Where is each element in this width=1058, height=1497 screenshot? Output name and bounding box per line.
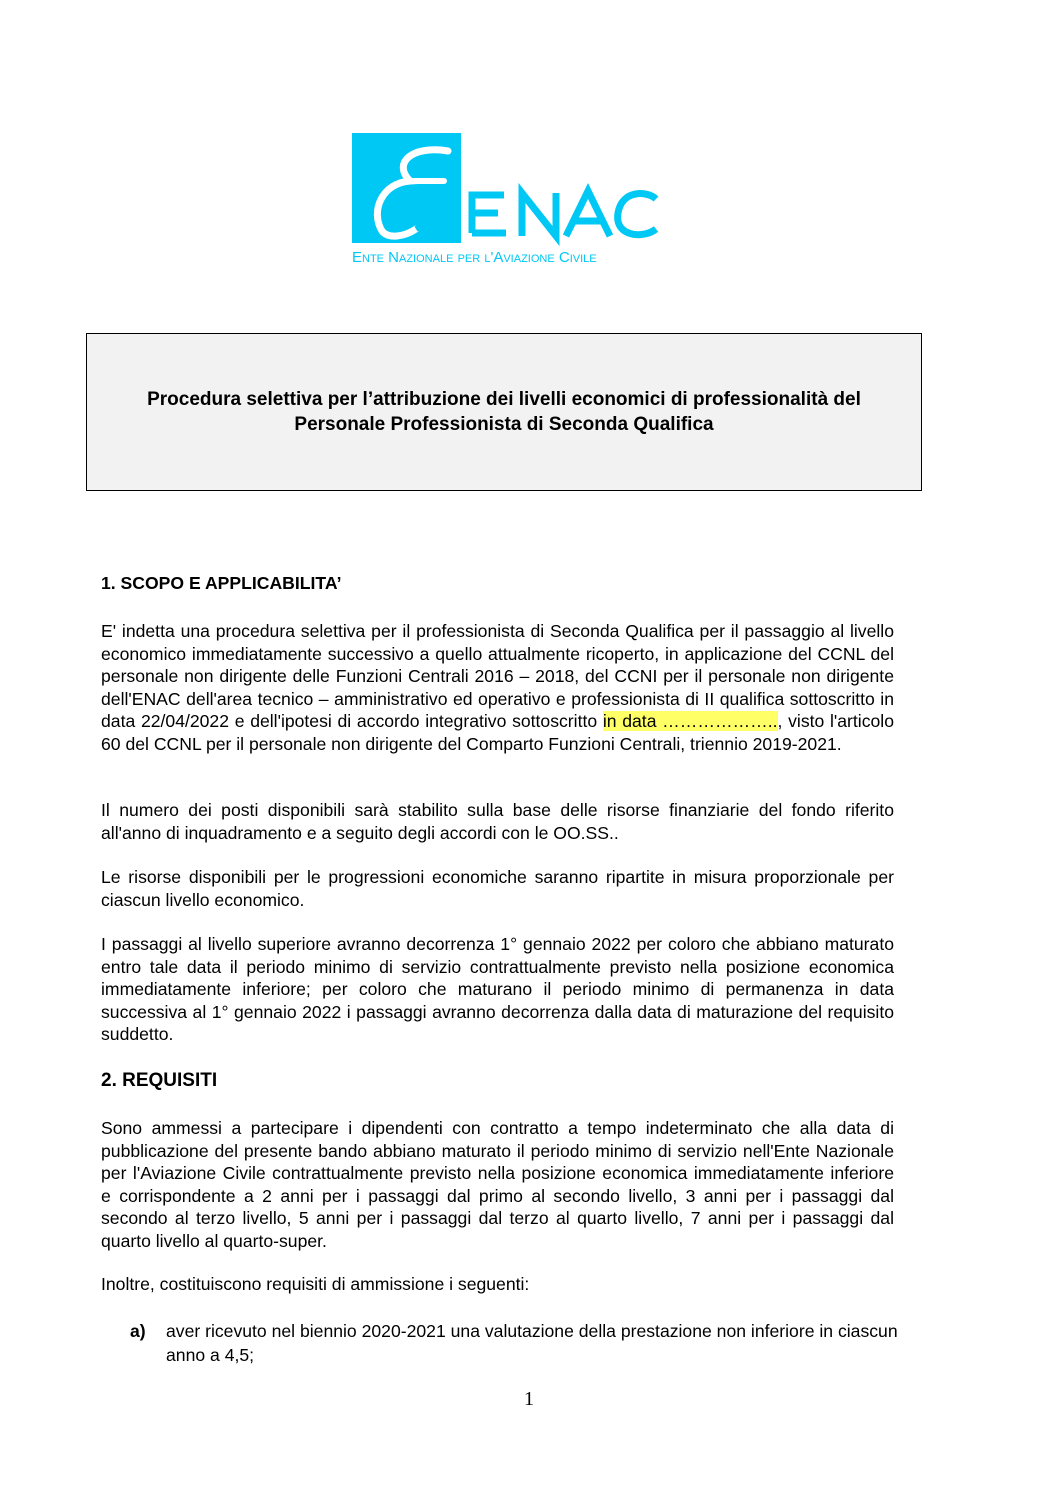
highlighted-date-placeholder: in data ……………….. — [602, 711, 778, 731]
section-1-paragraph-3: Le risorse disponibili per le progressioni economiche saranno ripartite in misura proporzionale per ciascun livello economico. — [101, 867, 894, 910]
requirement-item-text: aver ricevuto nel biennio 2020-2021 una valutazione della prestazione non inferiore in ciascun anno a 4,5; — [166, 1321, 898, 1365]
section-2-paragraph-1: Sono ammessi a partecipare i dipendenti con contratto a tempo indeterminato che alla data di pubblicazione del presente bando abbiano maturato il periodo minimo di servizio nell'Ente Nazionale per l'Aviazione Civile contrattualmente previsto nella posizione economica immediatamente inferiore e corrispondente a 2 anni per i passaggi dal primo al secondo livello, 3 anni per i passaggi dal secondo al terzo livello, 5 anni per i passaggi dal terzo al quarto livello, 7 anni per i passaggi dal quarto livello al quarto-super. — [101, 1118, 894, 1251]
section-1-paragraph-2: Il numero dei posti disponibili sarà stabilito sulla base delle risorse finanziarie del fondo riferito all'anno di inquadramento e a seguito degli accordi con le OO.SS.. — [101, 800, 894, 843]
p1-before: E' indetta una procedura selettiva per il professionista di Seconda Qualifica per il passaggio al livello economico immediatamente successivo a quello attualmente ricoperto, in applicazione del CCNL del personale non dirigente delle Funzioni Centrali 2016 – 2018, del CCNI per il personale non dirigente dell'ENAC dell'area tecnico – amministrativo ed operativo e professionista di II qualifica sottoscritto in data 22/04/2022 e dell'ipotesi di accordo integrativo sottoscritto — [101, 621, 894, 731]
section-2-heading: 2. REQUISITI — [101, 1070, 218, 1091]
section-1-heading: 1. SCOPO E APPLICABILITA’ — [101, 573, 342, 593]
page-number: 1 — [524, 1388, 534, 1410]
section-1-paragraph-1 — [101, 620, 894, 755]
enac-tagline: Ente Nazionale per l'Aviazione Civile — [352, 249, 597, 266]
section-2-paragraph-2: Inoltre, costituiscono requisiti di ammissione i seguenti: — [101, 1274, 530, 1294]
enac-logo — [352, 133, 662, 271]
p1-after: , visto l'articolo 60 del CCNL per il personale non dirigente del Comparto Funzioni Centrali, triennio 2019-2021. — [101, 711, 894, 754]
title-line-1: Procedura selettiva per l’attribuzione dei livelli economici di professionalità del — [147, 389, 861, 410]
title-line-2: Personale Professionista di Seconda Qualifica — [294, 414, 714, 435]
document-title — [94, 387, 914, 437]
document-title-box — [86, 333, 922, 491]
section-1-paragraph-4: I passaggi al livello superiore avranno decorrenza 1° gennaio 2022 per coloro che abbiano maturato entro tale data il periodo minimo di servizio contrattualmente previsto nella posizione economica immediatamente inferiore; per coloro che maturano il periodo minimo di permanenza in data successiva al 1° gennaio 2022 i passaggi avranno decorrenza dalla data di maturazione del requisito suddetto. — [101, 934, 894, 1044]
requirement-item-label: a) — [130, 1321, 146, 1341]
